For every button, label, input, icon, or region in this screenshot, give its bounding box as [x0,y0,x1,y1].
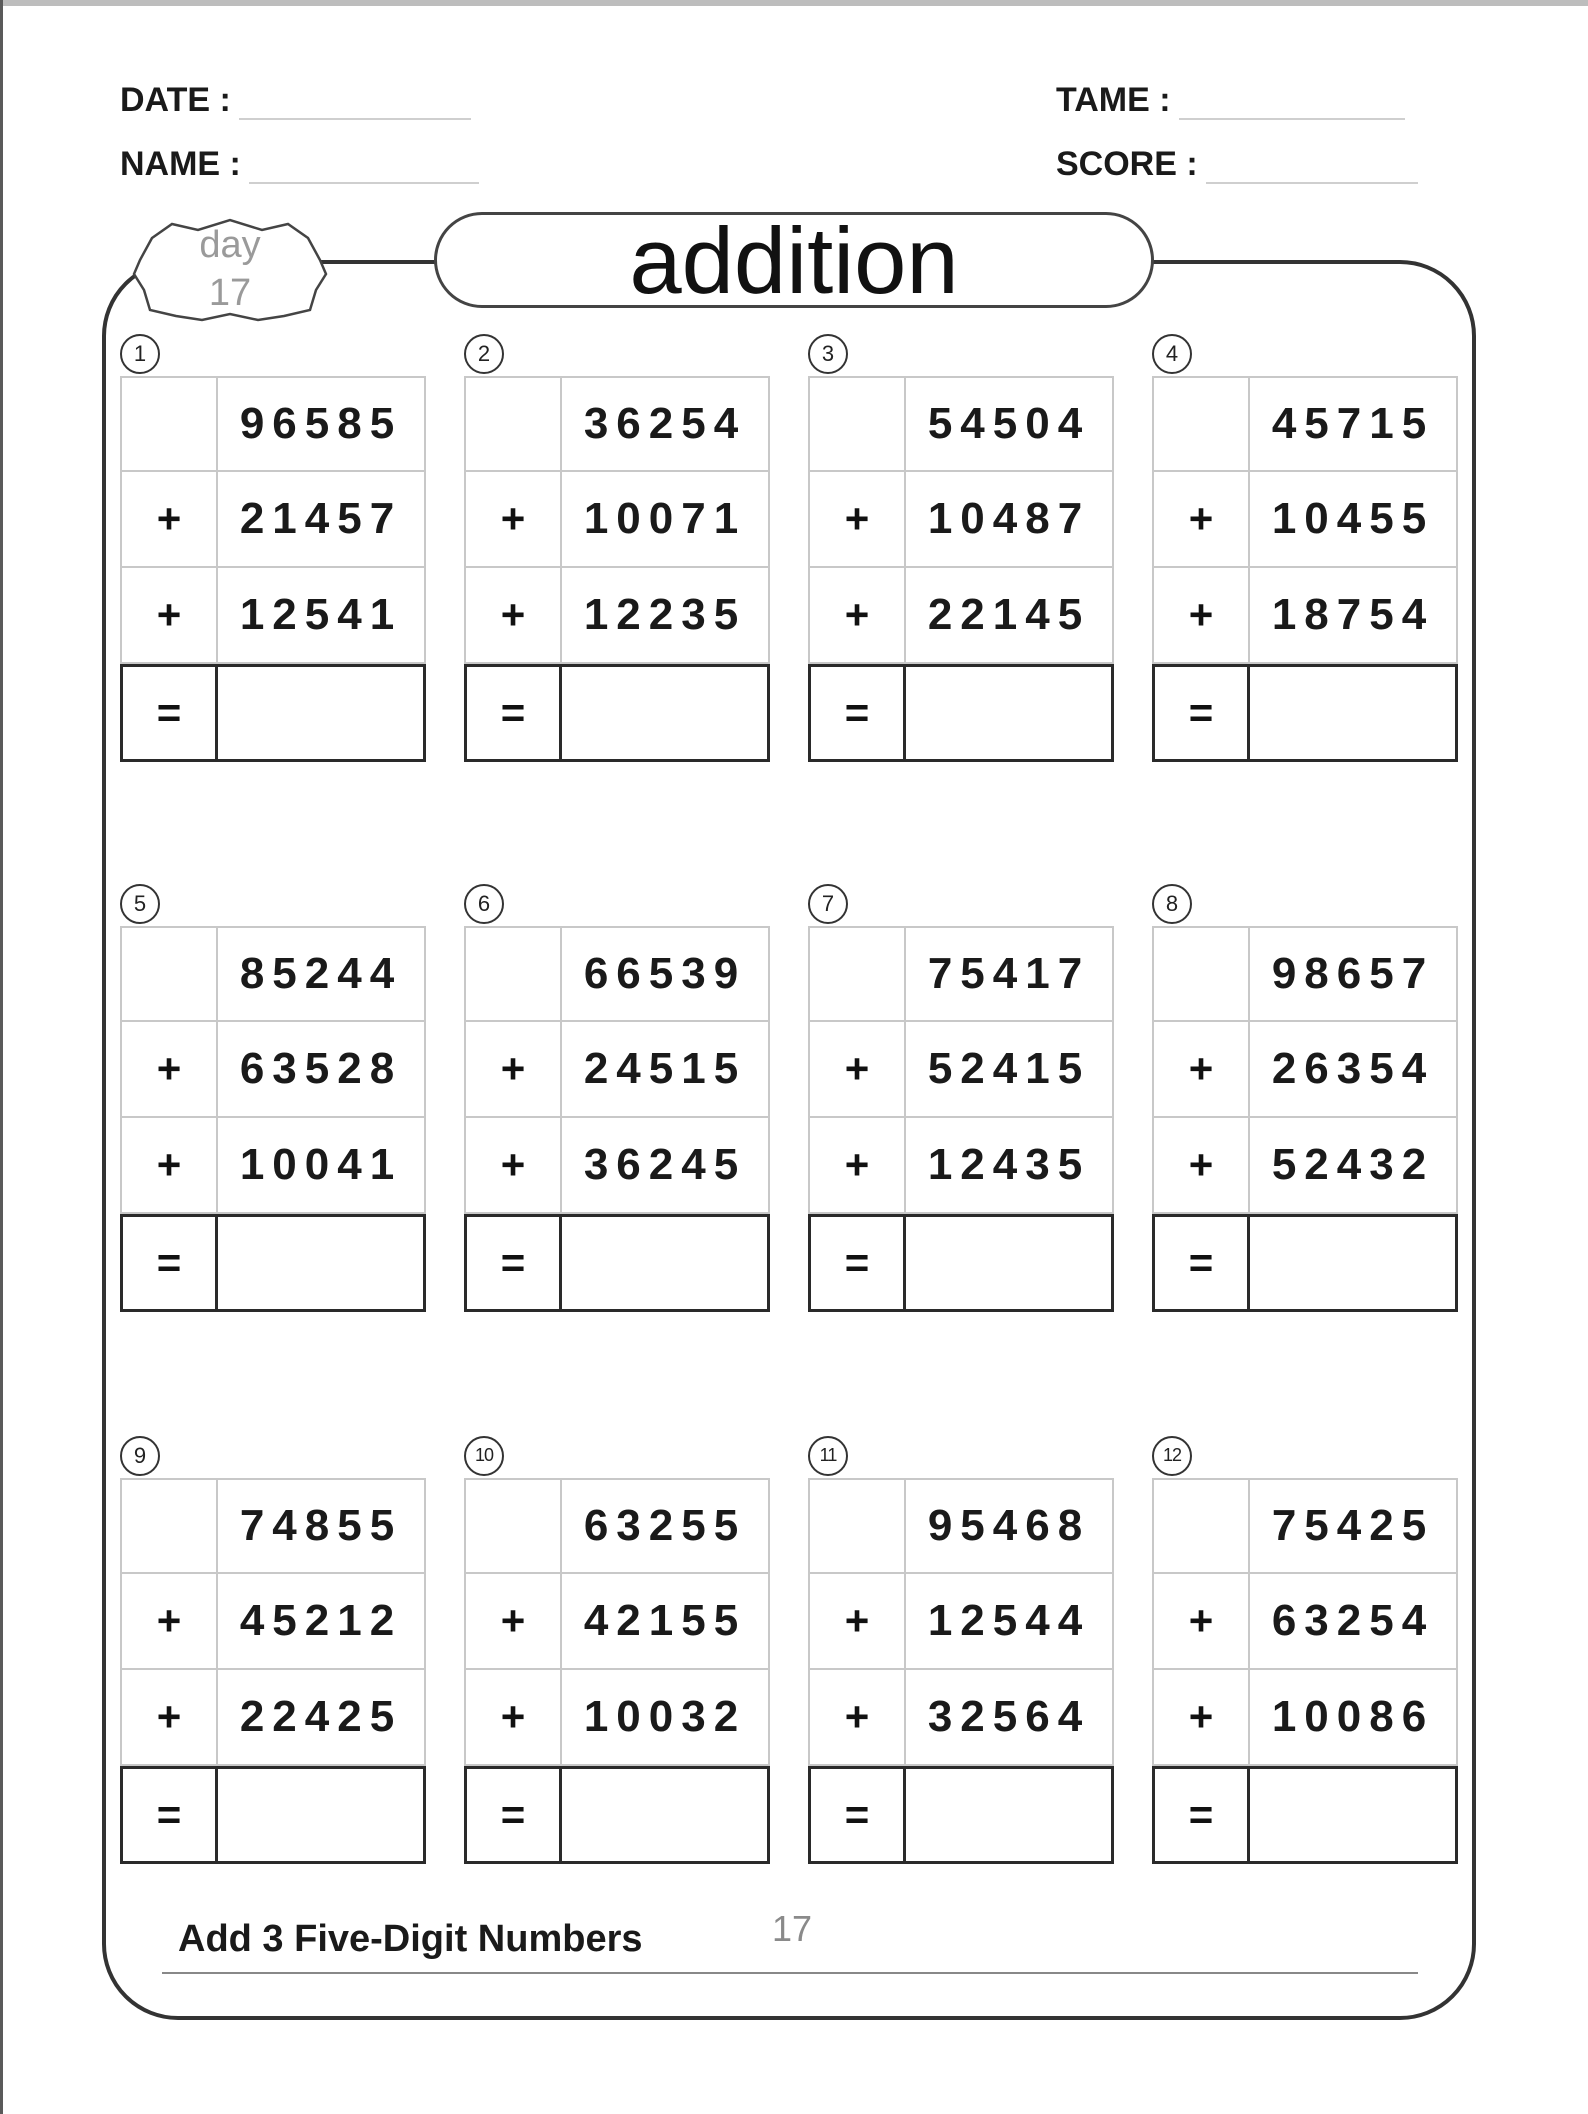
operand-value: 54504 [906,376,1114,472]
operand-value: 52415 [906,1022,1114,1118]
plus-sign: + [808,568,906,664]
operand-row [1152,1478,1458,1574]
empty-operator-cell [1152,376,1250,472]
problem-10 [464,1436,772,1866]
date-input-line[interactable] [239,80,471,120]
problem-table [464,1478,770,1864]
plus-sign: + [120,1118,218,1214]
operand-value: 95468 [906,1478,1114,1574]
equals-sign: = [120,664,218,762]
problem-5 [120,884,428,1314]
operand-value: 52432 [1250,1118,1458,1214]
operand-value: 63254 [1250,1574,1458,1670]
problem-table [464,926,770,1312]
equals-sign: = [808,1766,906,1864]
plus-sign: + [808,1670,906,1766]
problem-number: 5 [120,884,160,924]
answer-row [1152,1766,1458,1864]
empty-operator-cell [808,926,906,1022]
date-label: DATE : [120,81,231,119]
problem-9 [120,1436,428,1866]
plus-sign: + [808,1574,906,1670]
plus-sign: + [808,472,906,568]
operand-value: 32564 [906,1670,1114,1766]
plus-sign: + [464,1670,562,1766]
empty-operator-cell [120,1478,218,1574]
problem-table [120,926,426,1312]
operand-row [808,568,1114,664]
equals-sign: = [464,1766,562,1864]
plus-sign: + [464,1118,562,1214]
operand-row [1152,1118,1458,1214]
problem-8 [1152,884,1460,1314]
problem-table [120,376,426,762]
empty-operator-cell [464,1478,562,1574]
operand-row [808,1670,1114,1766]
empty-operator-cell [808,376,906,472]
operand-row [808,1118,1114,1214]
badge-day-number: 17 [208,272,252,314]
answer-box[interactable] [218,664,426,762]
operand-value: 22145 [906,568,1114,664]
plus-sign: + [120,568,218,664]
operand-value: 10071 [562,472,770,568]
empty-operator-cell [464,926,562,1022]
operand-value: 85244 [218,926,426,1022]
operand-row [808,1574,1114,1670]
operand-value: 10487 [906,472,1114,568]
problem-6 [464,884,772,1314]
answer-row [120,1214,426,1312]
name-label: NAME : [120,145,241,183]
score-input-line[interactable] [1206,144,1418,184]
operand-value: 98657 [1250,926,1458,1022]
operand-value: 74855 [218,1478,426,1574]
empty-operator-cell [1152,1478,1250,1574]
problem-table [120,1478,426,1864]
problem-2 [464,334,772,764]
empty-operator-cell [464,376,562,472]
problem-number: 2 [464,334,504,374]
equals-sign: = [808,664,906,762]
plus-sign: + [120,472,218,568]
operand-value: 36254 [562,376,770,472]
tame-input-line[interactable] [1179,80,1405,120]
empty-operator-cell [808,1478,906,1574]
day-badge [132,216,328,324]
plus-sign: + [1152,1670,1250,1766]
operand-row [1152,376,1458,472]
answer-row [808,1214,1114,1312]
operand-row [120,1118,426,1214]
plus-sign: + [464,472,562,568]
footer-rule [162,1972,1418,1974]
operand-value: 18754 [1250,568,1458,664]
operand-row [1152,1022,1458,1118]
plus-sign: + [1152,568,1250,664]
answer-box[interactable] [562,1766,770,1864]
answer-box[interactable] [906,664,1114,762]
answer-row [808,1766,1114,1864]
equals-sign: = [1152,664,1250,762]
answer-box[interactable] [1250,664,1458,762]
operand-row [1152,926,1458,1022]
operand-value: 26354 [1250,1022,1458,1118]
problem-number: 7 [808,884,848,924]
answer-row [1152,664,1458,762]
plus-sign: + [120,1574,218,1670]
score-field [1056,134,1418,184]
equals-sign: = [464,1214,562,1312]
operand-value: 75425 [1250,1478,1458,1574]
operand-row [120,1574,426,1670]
name-input-line[interactable] [249,144,479,184]
equals-sign: = [120,1766,218,1864]
operand-value: 63255 [562,1478,770,1574]
operand-value: 42155 [562,1574,770,1670]
operand-value: 10032 [562,1670,770,1766]
answer-row [120,1766,426,1864]
operand-value: 75417 [906,926,1114,1022]
plus-sign: + [1152,472,1250,568]
plus-sign: + [464,1022,562,1118]
page-number: 17 [772,1908,813,1949]
operand-value: 12435 [906,1118,1114,1214]
answer-box[interactable] [218,1214,426,1312]
page-top-edge [0,0,1588,6]
answer-box[interactable] [1250,1766,1458,1864]
plus-sign: + [1152,1118,1250,1214]
operand-row [1152,568,1458,664]
plus-sign: + [120,1670,218,1766]
plus-sign: + [1152,1574,1250,1670]
operand-value: 10086 [1250,1670,1458,1766]
operand-row [464,1574,770,1670]
problem-table [464,376,770,762]
problem-3 [808,334,1116,764]
operand-row [120,1670,426,1766]
problem-table [1152,926,1458,1312]
operand-value: 45212 [218,1574,426,1670]
worksheet-title: addition [629,208,959,313]
answer-box[interactable] [1250,1214,1458,1312]
operand-row [808,926,1114,1022]
problem-7 [808,884,1116,1314]
operand-value: 66539 [562,926,770,1022]
problem-number: 11 [808,1436,848,1476]
operand-value: 12235 [562,568,770,664]
answer-row [808,664,1114,762]
problem-4 [1152,334,1460,764]
operand-row [1152,1670,1458,1766]
equals-sign: = [120,1214,218,1312]
problem-11 [808,1436,1116,1866]
plus-sign: + [808,1118,906,1214]
empty-operator-cell [120,926,218,1022]
answer-box[interactable] [562,664,770,762]
operand-row [464,1670,770,1766]
operand-row [464,568,770,664]
operand-row [464,376,770,472]
plus-sign: + [464,568,562,664]
problem-number: 10 [464,1436,504,1476]
problem-number: 6 [464,884,504,924]
operand-row [464,1478,770,1574]
answer-row [120,664,426,762]
operand-row [120,1478,426,1574]
name-field [120,134,479,184]
answer-box[interactable] [562,1214,770,1312]
tame-label: TAME : [1056,81,1171,119]
answer-row [464,1766,770,1864]
problem-table [808,376,1114,762]
operand-row [808,376,1114,472]
operand-value: 22425 [218,1670,426,1766]
operand-value: 63528 [218,1022,426,1118]
problem-1 [120,334,428,764]
problem-table [1152,1478,1458,1864]
empty-operator-cell [1152,926,1250,1022]
operand-row [120,472,426,568]
equals-sign: = [808,1214,906,1312]
problem-number: 3 [808,334,848,374]
operand-row [1152,472,1458,568]
operand-value: 10455 [1250,472,1458,568]
answer-box[interactable] [906,1766,1114,1864]
equals-sign: = [1152,1766,1250,1864]
score-label: SCORE : [1056,145,1198,183]
problem-number: 1 [120,334,160,374]
operand-value: 96585 [218,376,426,472]
tame-field [1056,70,1405,120]
problem-number: 8 [1152,884,1192,924]
equals-sign: = [1152,1214,1250,1312]
answer-row [1152,1214,1458,1312]
plus-sign: + [464,1574,562,1670]
operand-row [120,926,426,1022]
operand-value: 10041 [218,1118,426,1214]
operand-row [808,472,1114,568]
operand-value: 24515 [562,1022,770,1118]
operand-value: 45715 [1250,376,1458,472]
operand-row [120,568,426,664]
operand-row [808,1478,1114,1574]
worksheet-subtitle: Add 3 Five-Digit Numbers [178,1918,643,1960]
problem-table [808,1478,1114,1864]
answer-row [464,1214,770,1312]
answer-box[interactable] [906,1214,1114,1312]
badge-day-text: day [199,224,261,266]
problem-number: 9 [120,1436,160,1476]
operand-row [464,1022,770,1118]
operand-value: 12544 [906,1574,1114,1670]
answer-box[interactable] [218,1766,426,1864]
problem-table [1152,376,1458,762]
equals-sign: = [464,664,562,762]
operand-row [464,472,770,568]
operand-row [120,376,426,472]
plus-sign: + [1152,1022,1250,1118]
operand-row [464,926,770,1022]
problem-number: 12 [1152,1436,1192,1476]
page-left-edge [0,0,3,2114]
operand-row [120,1022,426,1118]
plus-sign: + [808,1022,906,1118]
empty-operator-cell [120,376,218,472]
problem-12 [1152,1436,1460,1866]
answer-row [464,664,770,762]
problem-number: 4 [1152,334,1192,374]
plus-sign: + [120,1022,218,1118]
problem-table [808,926,1114,1312]
operand-value: 12541 [218,568,426,664]
operand-row [464,1118,770,1214]
operand-row [1152,1574,1458,1670]
operand-value: 21457 [218,472,426,568]
date-field [120,70,471,120]
operand-row [808,1022,1114,1118]
operand-value: 36245 [562,1118,770,1214]
